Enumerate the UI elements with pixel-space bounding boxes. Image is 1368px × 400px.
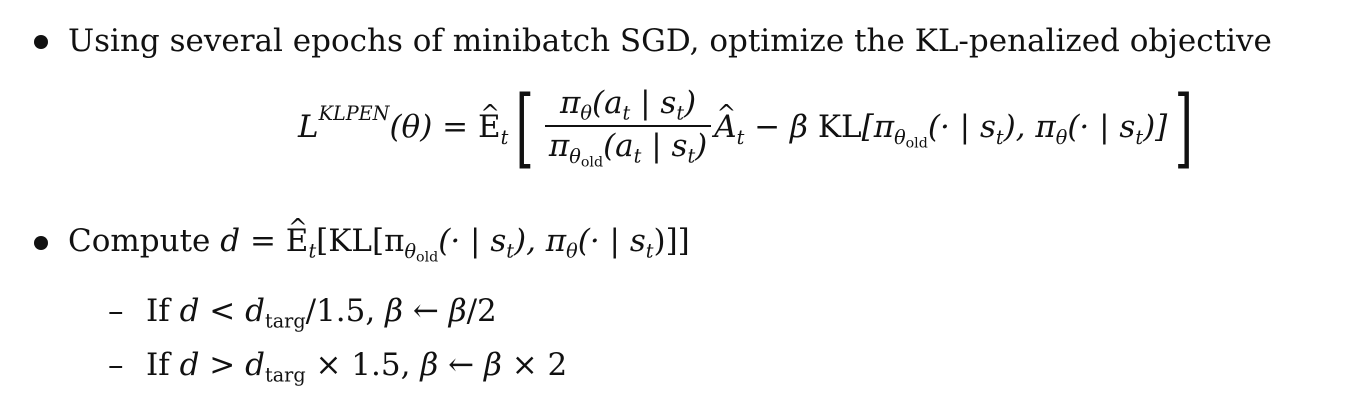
kl-mid-close: ), π <box>1003 109 1056 146</box>
advantage-sub: t <box>736 125 745 149</box>
end-close-2: )]] <box>653 223 690 259</box>
rule1-result: /2 <box>466 293 497 329</box>
kl-pi2-sub: θ <box>1055 125 1068 149</box>
rule1-dash: – <box>108 293 124 329</box>
close-bracket: ] <box>1174 78 1194 179</box>
rule2-result: × 2 <box>501 347 568 383</box>
num-rest-sub: t <box>676 101 685 125</box>
equals-sign: = <box>442 109 469 146</box>
rule2-dtarg: d <box>245 347 265 383</box>
end-2: (· | s <box>577 223 646 259</box>
rule1-beta2: β <box>448 293 467 329</box>
rule-decrease-beta <box>146 293 497 333</box>
rule2-beta2: β <box>483 347 502 383</box>
rule2-dash: – <box>108 347 124 383</box>
kl-open: [π <box>861 109 895 146</box>
expectation-letter: E <box>478 109 501 146</box>
pi2-sub-2: θ <box>566 239 578 263</box>
kl-end-sub: t <box>1135 125 1144 149</box>
bullet-text-optimize <box>68 23 1272 59</box>
kl-open-2: [KL[π <box>316 223 405 259</box>
pi-theta-2: θ <box>404 239 417 263</box>
compute-prefix: Compute <box>68 223 221 259</box>
den-rest: | s <box>641 127 688 164</box>
expectation-letter-2: E <box>285 223 309 259</box>
d-equals: = <box>240 223 286 259</box>
minus-beta: − β <box>744 109 818 146</box>
pi-old-sub-2 <box>404 239 439 266</box>
num-args: (a <box>591 85 623 121</box>
rule1-op: < <box>199 293 246 329</box>
lhs-superscript: KLPEN <box>318 101 390 125</box>
den-pi-old: old <box>580 154 604 171</box>
rule2-d: d <box>179 347 200 383</box>
rule2-arrow: ← <box>438 347 484 383</box>
expectation-sub: t <box>500 125 509 149</box>
rule2-rhs: × 1.5, <box>305 347 421 383</box>
kl-end-close: )] <box>1143 109 1168 146</box>
rule2-dtarg-sub: targ <box>264 363 306 387</box>
den-args-sub: t <box>633 144 642 168</box>
open-bracket: [ <box>515 78 535 179</box>
kl-pi-old: old <box>905 135 928 152</box>
ratio-denominator <box>545 127 711 169</box>
den-pi-theta: θ <box>569 144 581 168</box>
lhs-symbol: L <box>298 109 319 146</box>
bullet-dot <box>34 35 48 49</box>
den-pi-sub <box>569 144 604 171</box>
rule1-rhs: /1.5, <box>305 293 386 329</box>
kl-pi-theta: θ <box>894 125 906 149</box>
mid-close-2: ), π <box>513 223 567 259</box>
pi-old-2: old <box>416 249 439 266</box>
num-pi: π <box>560 85 581 121</box>
lhs-arg: (θ) <box>389 109 433 146</box>
kl-label: KL <box>817 109 862 146</box>
rule1-dtarg: d <box>245 293 265 329</box>
ratio-numerator <box>545 85 711 127</box>
rule2-op: > <box>199 347 246 383</box>
bullet-dot <box>34 236 48 250</box>
advantage-symbol <box>714 109 737 146</box>
rule1-d: d <box>179 293 200 329</box>
num-rest: | s <box>630 85 677 121</box>
mid-2: (· | s <box>438 223 507 259</box>
rule-dash <box>108 293 124 329</box>
ratio-fraction <box>545 85 711 171</box>
bullet1-text: Using several epochs of minibatch SGD, optimize the KL-penalized objective <box>68 23 1272 59</box>
den-rest-sub: t <box>687 144 696 168</box>
kl-pi-sub <box>894 125 928 152</box>
num-args-sub: t <box>622 101 631 125</box>
rule-increase-beta <box>146 347 568 387</box>
rule2-beta: β <box>420 347 439 383</box>
end-sub-2: t <box>645 239 654 263</box>
kl-end: (· | s <box>1067 109 1136 146</box>
klpen-objective-equation <box>298 78 1201 179</box>
rule1-arrow: ← <box>403 293 449 329</box>
mid-sub-2: t <box>506 239 514 263</box>
num-pi-sub: θ <box>580 101 592 125</box>
expectation-symbol-2 <box>285 223 309 259</box>
den-args: (a <box>603 127 634 164</box>
den-pi: π <box>548 127 570 164</box>
advantage-letter: A <box>714 109 737 146</box>
kl-mid: (· | s <box>927 109 996 146</box>
expectation-sub-2: t <box>308 239 317 263</box>
den-close: ) <box>695 127 708 164</box>
rule1-if: If <box>146 293 180 329</box>
bullet-text-compute-d <box>68 223 690 266</box>
expectation-symbol <box>478 109 501 146</box>
d-variable: d <box>220 223 241 259</box>
num-close: ) <box>684 85 697 121</box>
rule2-if: If <box>146 347 180 383</box>
kl-mid-sub: t <box>995 125 1004 149</box>
rule-dash <box>108 347 124 383</box>
rule1-dtarg-sub: targ <box>264 309 306 333</box>
rule1-beta: β <box>385 293 403 329</box>
